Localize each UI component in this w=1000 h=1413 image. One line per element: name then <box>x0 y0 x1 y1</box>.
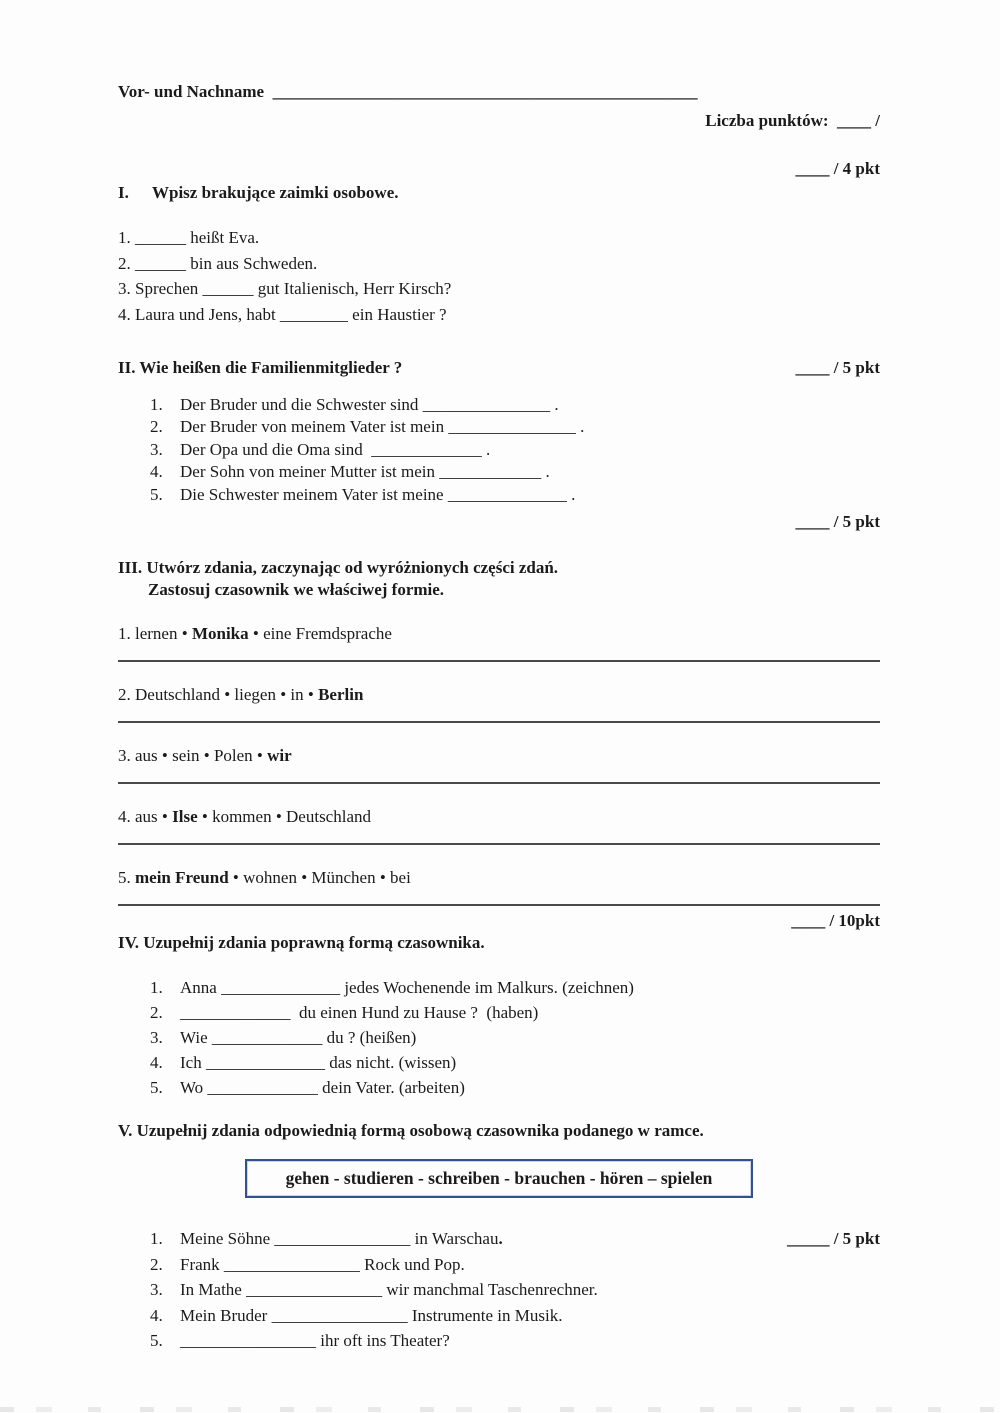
exercise-item: 2. ______ bin aus Schweden. <box>118 253 318 273</box>
item-number: 5. <box>150 1331 163 1351</box>
item-number: 3. <box>150 439 163 459</box>
section1-score: ____ / 4 pkt <box>795 159 880 178</box>
exercise-item <box>118 684 880 706</box>
answer-line <box>118 660 880 662</box>
section3-title-line2: Zastosuj czasownik we właściwej formie. <box>148 580 445 600</box>
item-text: Der Opa und die Oma sind _____________ . <box>180 439 491 459</box>
item-bold-word: Monika <box>191 624 249 644</box>
item-number: 4. <box>150 1053 163 1073</box>
exercise-item <box>118 1277 880 1303</box>
item-text: Die Schwester meinem Vater ist meine ______________ . <box>180 484 576 504</box>
item-number: 5. <box>150 1078 163 1098</box>
exercise-item <box>150 1075 880 1100</box>
item-text: Ich ______________ das nicht. (wissen) <box>180 1053 457 1073</box>
item-number: 1. <box>150 978 163 998</box>
item-number: 1. <box>150 1229 163 1249</box>
exercise-item <box>118 623 880 645</box>
item-number: 2. <box>150 417 163 437</box>
section2-title: II. Wie heißen die Familienmitglieder ? <box>118 358 403 377</box>
exercise-item <box>150 1050 880 1075</box>
item-text: Wie _____________ du ? (heißen) <box>180 1028 417 1048</box>
item-number: 2. <box>150 1003 163 1023</box>
exercise-item <box>118 806 880 828</box>
item-bold-tail: . <box>498 1229 503 1249</box>
points-blank: ____ / <box>837 111 880 130</box>
exercise-item <box>150 461 880 483</box>
exercise-item <box>150 416 880 438</box>
item-text: Anna ______________ jedes Wochenende im Malkurs. (zeichnen) <box>180 978 634 998</box>
item-text: 3. aus • sein • Polen • <box>118 746 268 766</box>
section4-heading: IV. Uzupełnij zdania poprawną formą czasownika. <box>118 933 485 953</box>
section3-score-after: ____ / 10pkt <box>791 911 880 931</box>
item-bold-word: Berlin <box>318 685 364 705</box>
section5-score: _____ / 5 pkt <box>786 1229 880 1249</box>
item-text: 2. Deutschland • liegen • in • <box>118 685 319 705</box>
verb-box: gehen - studieren - schreiben - brauchen - hören – spielen <box>245 1159 753 1198</box>
item-bold-word: mein Freund <box>135 868 229 888</box>
exercise-item <box>150 1025 880 1050</box>
item-number: 3. <box>150 1028 163 1048</box>
item-text: ________________ ihr oft ins Theater? <box>180 1331 450 1351</box>
section1-heading <box>118 182 880 204</box>
header-name-row <box>118 80 880 104</box>
section1-items <box>118 225 880 327</box>
item-text: Wo _____________ dein Vater. (arbeiten) <box>180 1078 465 1098</box>
section5-items <box>118 1226 880 1354</box>
exercise-item <box>118 1252 880 1278</box>
item-text: • eine Fremdsprache <box>248 624 392 644</box>
points-label: Liczba punktów: <box>705 111 829 130</box>
exercise-item <box>118 867 880 889</box>
section2-items <box>118 394 880 506</box>
section2-score-after: ____ / 5 pkt <box>795 512 880 532</box>
section2-heading-row <box>118 357 880 379</box>
section2-score: ____ / 5 pkt <box>795 358 880 377</box>
item-text: 1. lernen • <box>118 624 192 644</box>
item-text: _____________ du einen Hund zu Hause ? (haben) <box>180 1003 539 1023</box>
item-number: 3. <box>150 1280 163 1300</box>
section4-items <box>118 975 880 1100</box>
exercise-item <box>118 745 880 767</box>
item-number: 5. <box>150 484 163 504</box>
section3-heading <box>118 557 880 601</box>
item-text: • kommen • Deutschland <box>197 807 371 827</box>
section1-number: I. <box>118 183 129 202</box>
answer-line <box>118 843 880 845</box>
answer-line <box>118 721 880 723</box>
item-bold-word: wir <box>267 746 292 766</box>
exercise-item <box>118 1303 880 1329</box>
name-blank: __________________________________________________ <box>272 82 698 101</box>
section3-items <box>118 623 880 906</box>
item-text: Der Sohn von meiner Mutter ist mein ____________ . <box>180 462 550 482</box>
name-label: Vor- und Nachname <box>118 82 265 101</box>
item-text: Meine Söhne ________________ in Warschau <box>180 1229 499 1249</box>
section1-title: Wpisz brakujące zaimki osobowe. <box>152 183 399 202</box>
exercise-item <box>150 1000 880 1025</box>
item-text: Der Bruder von meinem Vater ist mein _______________ . <box>180 417 585 437</box>
item-number: 2. <box>150 1254 163 1274</box>
exercise-item <box>150 484 880 506</box>
item-bold-word: Ilse <box>172 807 198 827</box>
exercise-item <box>118 1328 880 1354</box>
item-text: 4. aus • <box>118 807 173 827</box>
exercise-item: 1. ______ heißt Eva. <box>118 228 260 247</box>
item-number: 1. <box>150 395 163 414</box>
item-text: Mein Bruder ________________ Instrumente in Musik. <box>180 1305 563 1325</box>
item-number: 4. <box>150 462 163 482</box>
section3-title-line1: III. Utwórz zdania, zaczynając od wyróżnionych części zdań. <box>118 558 559 578</box>
exercise-item: 3. Sprechen ______ gut Italienisch, Herr Kirsch? <box>118 279 452 298</box>
section5-heading: V. Uzupełnij zdania odpowiednią formą osobową czasownika podanego w ramce. <box>118 1121 704 1141</box>
exercise-item <box>150 439 880 461</box>
answer-line <box>118 782 880 784</box>
item-number: 4. <box>150 1305 163 1325</box>
answer-line <box>118 904 880 906</box>
points-row <box>118 110 880 132</box>
item-text: 5. <box>118 868 135 888</box>
exercise-item <box>150 975 880 1000</box>
exercise-item <box>150 394 880 416</box>
item-text: Frank ________________ Rock und Pop. <box>180 1254 465 1274</box>
scan-cutoff-artifact <box>0 1407 1000 1412</box>
item-text: In Mathe ________________ wir manchmal Taschenrechner. <box>180 1280 598 1300</box>
section5-items-wrap <box>118 1226 880 1354</box>
exercise-item <box>118 1226 880 1252</box>
item-text: • wohnen • München • bei <box>228 868 411 888</box>
item-text: Der Bruder und die Schwester sind _______________ . <box>180 395 559 414</box>
exercise-item: 4. Laura und Jens, habt ________ ein Haustier ? <box>118 304 447 324</box>
